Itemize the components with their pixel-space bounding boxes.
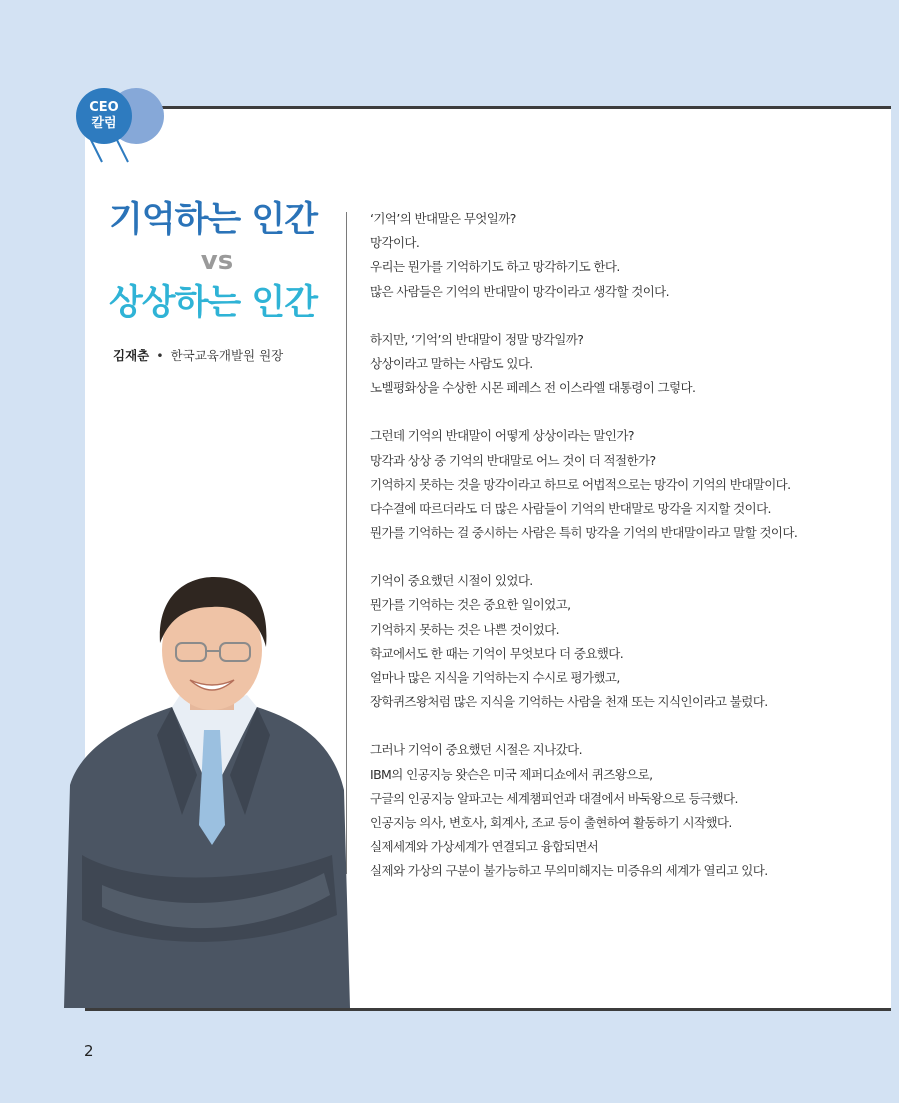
badge-line1: CEO <box>89 100 119 115</box>
author-affiliation: 한국교육개발원 원장 <box>170 348 284 363</box>
badge-line2: 칼럼 <box>91 116 117 131</box>
body-line: 뭔가를 기억하는 걸 중시하는 사람은 특히 망각을 기억의 반대말이라고 말할 것이다. <box>370 525 798 541</box>
paragraph <box>370 328 880 401</box>
badge-front-circle <box>76 88 132 144</box>
author-name: 김재춘 <box>113 348 150 363</box>
body-line: 망각이다. <box>370 235 420 251</box>
body-line: 인공지능 의사, 변호사, 회계사, 조교 등이 출현하여 활동하기 시작했다. <box>370 814 732 830</box>
body-line: 실제세계와 가상세계가 연결되고 융합되면서 <box>370 839 599 855</box>
title-vs: vs <box>200 246 234 276</box>
body-line: 그런데 기억의 반대말이 어떻게 상상이라는 말인가? <box>370 428 634 444</box>
body-line: 장학퀴즈왕처럼 많은 지식을 기억하는 사람을 천재 또는 지식인이라고 불렀다. <box>370 694 768 710</box>
body-line: 많은 사람들은 기억의 반대말이 망각이라고 생각할 것이다. <box>370 283 670 299</box>
paragraph <box>370 569 880 714</box>
body-line: 우리는 뭔가를 기억하기도 하고 망각하기도 한다. <box>370 259 620 275</box>
paragraph <box>370 207 880 304</box>
body-line: 상상이라고 말하는 사람도 있다. <box>370 355 533 371</box>
body-line: 그러나 기억이 중요했던 시절은 지나갔다. <box>370 742 582 758</box>
body-line: 기억이 중요했던 시절이 있었다. <box>370 573 533 589</box>
top-rule <box>140 106 891 109</box>
body-line: 망각과 상상 중 기억의 반대말로 어느 것이 더 적절한가? <box>370 452 656 468</box>
body-line: IBM의 인공지능 왓슨은 미국 제퍼디쇼에서 퀴즈왕으로, <box>370 766 653 782</box>
bottom-rule <box>85 1008 891 1011</box>
body-line: 얼마나 많은 지식을 기억하는지 수시로 평가했고, <box>370 670 620 685</box>
body-line: ‘기억’의 반대말은 무엇일까? <box>370 211 516 226</box>
body-line: 다수결에 따르더라도 더 많은 사람들이 기억의 반대말로 망각을 지지할 것이다. <box>370 500 771 516</box>
paragraph <box>370 738 880 883</box>
body-line: 실제와 가상의 구분이 불가능하고 무의미해지는 미증유의 세계가 열리고 있다. <box>370 863 768 879</box>
byline <box>113 346 283 364</box>
article-body <box>370 207 880 908</box>
page-number: 2 <box>84 1042 94 1060</box>
ceo-portrait-icon <box>62 555 352 1008</box>
title-line1: 기억하는 인간 <box>108 200 318 240</box>
body-line: 기억하지 못하는 것은 나쁜 것이었다. <box>370 621 559 637</box>
body-line: 구글의 인공지능 알파고는 세계챔피언과 대결에서 바둑왕으로 등극했다. <box>370 790 738 806</box>
ceo-column-badge <box>72 86 172 166</box>
body-line: 기억하지 못하는 것을 망각이라고 하므로 어법적으로는 망각이 기억의 반대말이다. <box>370 476 791 492</box>
title-line2: 상상하는 인간 <box>108 283 318 323</box>
body-line: 학교에서도 한 때는 기억이 무엇보다 더 중요했다. <box>370 645 624 661</box>
paragraph <box>370 424 880 545</box>
body-line: 노벨평화상을 수상한 시몬 페레스 전 이스라엘 대통령이 그렇다. <box>370 380 696 396</box>
body-line: 하지만, ‘기억’의 반대말이 정말 망각일까? <box>370 331 584 347</box>
body-line: 뭔가를 기억하는 것은 중요한 일이었고, <box>370 597 571 613</box>
article-title <box>108 196 318 328</box>
byline-separator: • <box>156 348 164 363</box>
